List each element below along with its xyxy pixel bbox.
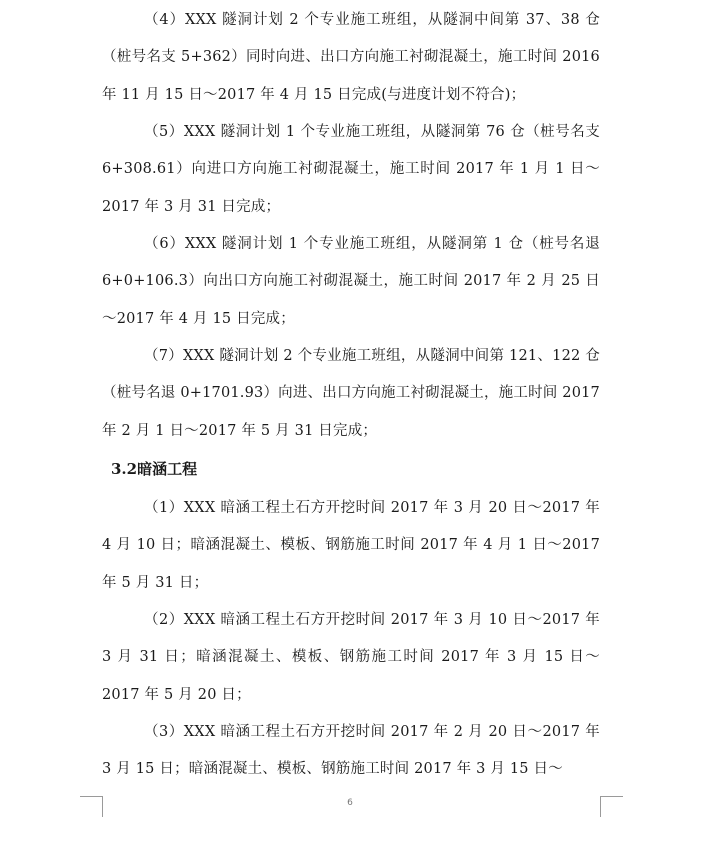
culvert-paragraph-1: （1）XXX 暗涵工程土石方开挖时间 2017 年 3 月 20 日～2017 年 4 月 10 日；暗涵混凝土、模板、钢筋施工时间 2017 年 4 月 1 日～2017 年 5 月 31 日； [102,500,600,591]
section-heading: 3.2暗涵工程 [111,460,198,478]
page-corner-mark-left [80,796,103,817]
paragraph-4: （4）XXX 隧洞计划 2 个专业施工班组，从隧洞中间第 37、38 仓（桩号名支 5+362）同时向进、出口方向施工衬砌混凝土，施工时间 2016 年 11 月 15 日～2017 年 4 月 15 日完成(与进度计划不符合)； [102,12,600,103]
paragraph-5: （5）XXX 隧洞计划 1 个专业施工班组，从隧洞第 76 仓（桩号名支 6+308.61）向进口方向施工衬砌混凝土，施工时间 2017 年 1 月 1 日～2017 年 3 月 31 日完成； [102,124,600,215]
page-corner-mark-right [600,796,623,817]
page-number: 6 [347,798,353,808]
paragraph-6: （6）XXX 隧洞计划 1 个专业施工班组，从隧洞第 1 仓（桩号名退 6+0+106.3）向出口方向施工衬砌混凝土，施工时间 2017 年 2 月 25 日～2017 年 4 月 15 日完成； [102,236,600,327]
culvert-paragraph-3: （3）XXX 暗涵工程土石方开挖时间 2017 年 2 月 20 日～2017 年 3 月 15 日；暗涵混凝土、模板、钢筋施工时间 2017 年 3 月 15 日～ [102,724,600,778]
paragraph-7: （7）XXX 隧洞计划 2 个专业施工班组，从隧洞中间第 121、122 仓（桩号名退 0+1701.93）向进、出口方向施工衬砌混凝土，施工时间 2017 年 2 月 1 日～2017 年 5 月 31 日完成； [102,348,600,439]
culvert-paragraph-2: （2）XXX 暗涵工程土石方开挖时间 2017 年 3 月 10 日～2017 年 3 月 31 日；暗涵混凝土、模板、钢筋施工时间 2017 年 3 月 15 日～2017 年 5 月 20 日； [102,612,600,703]
